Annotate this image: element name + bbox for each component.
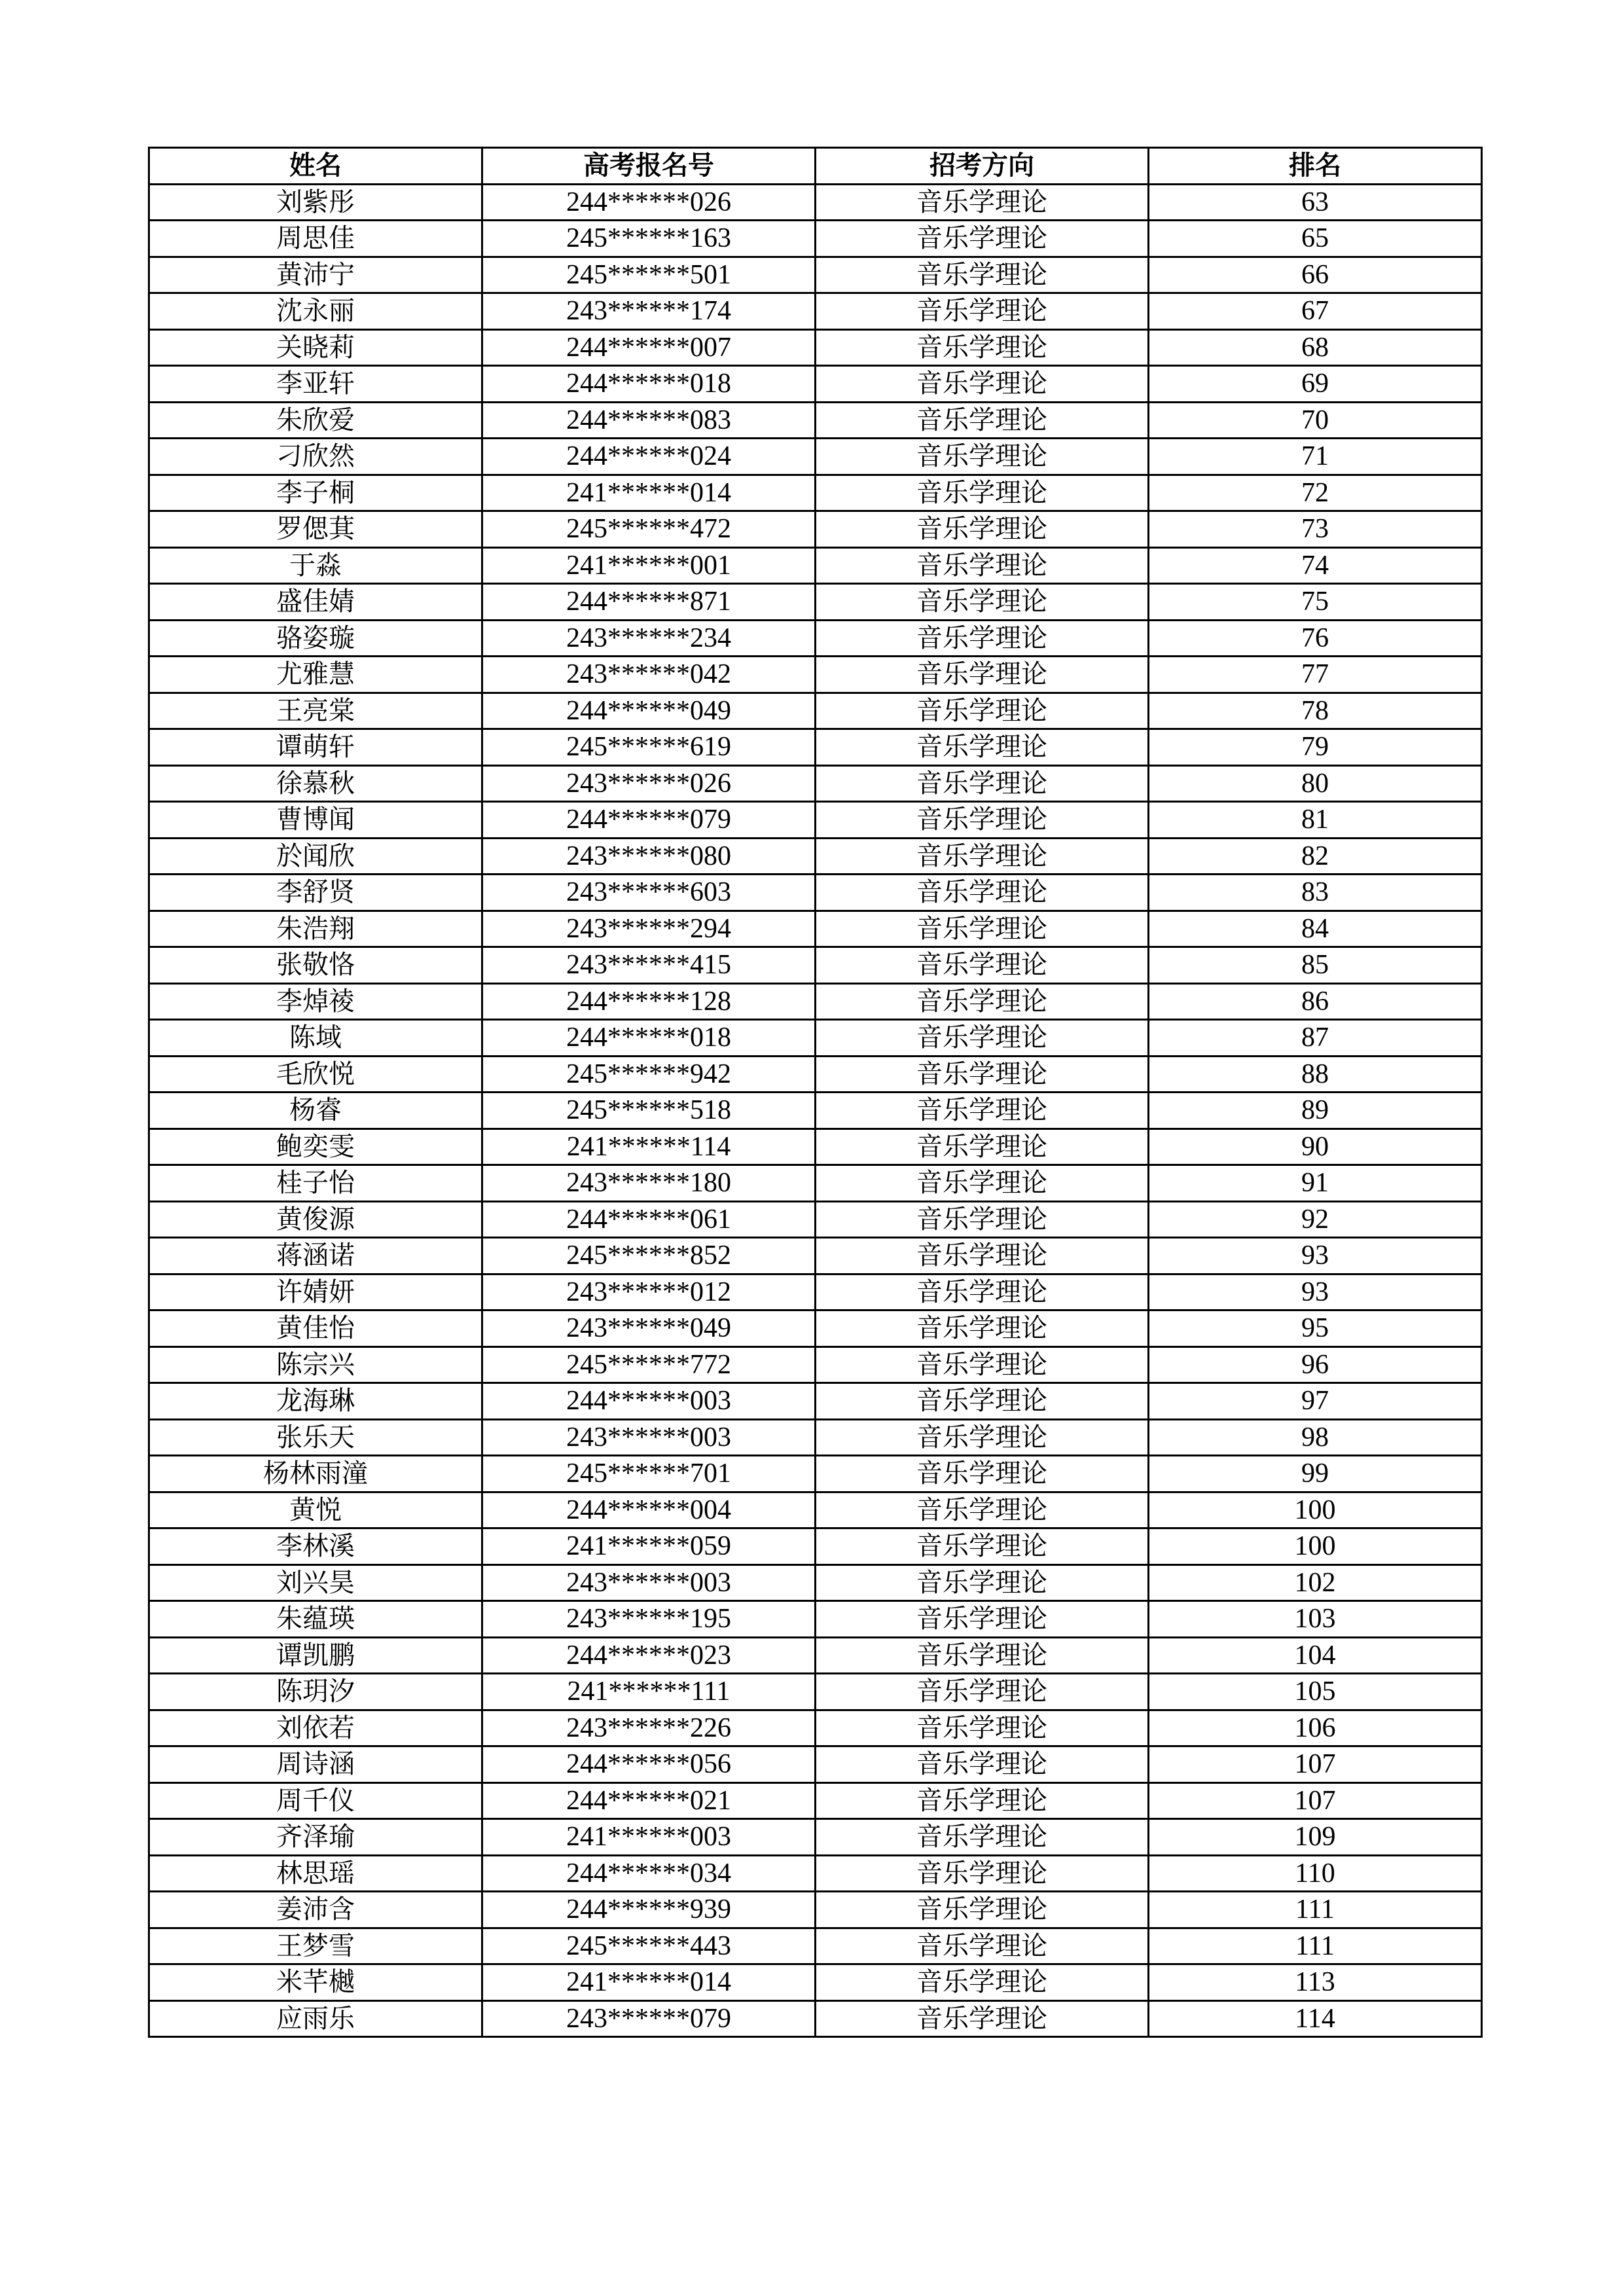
cell-name: 关晓莉: [149, 329, 482, 366]
cell-rank: 74: [1149, 547, 1482, 584]
cell-rank: 63: [1149, 184, 1482, 221]
cell-name: 黄沛宁: [149, 257, 482, 293]
cell-direction: 音乐学理论: [816, 1056, 1149, 1093]
cell-rank: 76: [1149, 620, 1482, 657]
header-direction: 招考方向: [816, 148, 1149, 185]
cell-rank: 106: [1149, 1710, 1482, 1746]
cell-name: 刁欣然: [149, 439, 482, 475]
table-row: [149, 366, 1482, 403]
cell-name: 林思瑶: [149, 1855, 482, 1892]
table-row: [149, 439, 1482, 475]
cell-direction: 音乐学理论: [816, 1528, 1149, 1565]
cell-direction: 音乐学理论: [816, 1964, 1149, 2001]
table-row: [149, 947, 1482, 984]
cell-registration-number: 245******501: [482, 257, 816, 293]
cell-direction: 音乐学理论: [816, 1093, 1149, 1129]
table-row: [149, 1020, 1482, 1057]
cell-name: 姜沛含: [149, 1892, 482, 1928]
cell-rank: 102: [1149, 1564, 1482, 1601]
cell-direction: 音乐学理论: [816, 765, 1149, 802]
cell-rank: 66: [1149, 257, 1482, 293]
cell-registration-number: 241******014: [482, 475, 816, 511]
cell-name: 李舒贤: [149, 875, 482, 911]
cell-rank: 114: [1149, 2000, 1482, 2037]
cell-direction: 音乐学理论: [816, 511, 1149, 548]
cell-name: 杨睿: [149, 1093, 482, 1129]
table-row: [149, 584, 1482, 621]
cell-registration-number: 243******080: [482, 838, 816, 875]
cell-name: 王梦雪: [149, 1928, 482, 1964]
cell-rank: 86: [1149, 983, 1482, 1020]
cell-registration-number: 243******012: [482, 1274, 816, 1310]
table-row: [149, 1056, 1482, 1093]
cell-registration-number: 243******174: [482, 293, 816, 330]
table-row: [149, 2000, 1482, 2037]
table-body: [149, 184, 1482, 2037]
cell-direction: 音乐学理论: [816, 1310, 1149, 1347]
cell-registration-number: 244******079: [482, 802, 816, 839]
cell-rank: 88: [1149, 1056, 1482, 1093]
cell-name: 尤雅慧: [149, 657, 482, 693]
table-row: [149, 1383, 1482, 1420]
cell-rank: 71: [1149, 439, 1482, 475]
cell-registration-number: 243******226: [482, 1710, 816, 1746]
cell-registration-number: 245******518: [482, 1093, 816, 1129]
table-row: [149, 221, 1482, 257]
cell-name: 朱浩翔: [149, 911, 482, 947]
table-row: [149, 1782, 1482, 1819]
cell-name: 陈域: [149, 1020, 482, 1057]
cell-registration-number: 245******701: [482, 1456, 816, 1492]
cell-name: 米芊樾: [149, 1964, 482, 2001]
header-name: 姓名: [149, 148, 482, 185]
cell-direction: 音乐学理论: [816, 257, 1149, 293]
cell-rank: 68: [1149, 329, 1482, 366]
table-row: [149, 1201, 1482, 1238]
cell-direction: 音乐学理论: [816, 1020, 1149, 1057]
header-registration-number: 高考报名号: [482, 148, 816, 185]
cell-rank: 100: [1149, 1528, 1482, 1565]
cell-name: 李焯祾: [149, 983, 482, 1020]
cell-direction: 音乐学理论: [816, 947, 1149, 984]
table-row: [149, 838, 1482, 875]
cell-registration-number: 241******014: [482, 1964, 816, 2001]
cell-direction: 音乐学理论: [816, 1855, 1149, 1892]
cell-registration-number: 241******114: [482, 1129, 816, 1165]
cell-registration-number: 241******111: [482, 1674, 816, 1710]
cell-rank: 109: [1149, 1819, 1482, 1856]
cell-direction: 音乐学理论: [816, 1165, 1149, 1202]
cell-name: 骆姿璇: [149, 620, 482, 657]
cell-registration-number: 244******083: [482, 402, 816, 439]
cell-direction: 音乐学理论: [816, 1674, 1149, 1710]
table-row: [149, 475, 1482, 511]
cell-direction: 音乐学理论: [816, 1564, 1149, 1601]
cell-registration-number: 243******234: [482, 620, 816, 657]
cell-registration-number: 244******939: [482, 1892, 816, 1928]
table-row: [149, 765, 1482, 802]
cell-direction: 音乐学理论: [816, 802, 1149, 839]
cell-rank: 105: [1149, 1674, 1482, 1710]
cell-name: 陈玥汐: [149, 1674, 482, 1710]
cell-registration-number: 245******443: [482, 1928, 816, 1964]
table-row: [149, 293, 1482, 330]
cell-registration-number: 241******059: [482, 1528, 816, 1565]
cell-rank: 87: [1149, 1020, 1482, 1057]
table-row: [149, 1892, 1482, 1928]
cell-rank: 93: [1149, 1238, 1482, 1274]
cell-registration-number: 244******024: [482, 439, 816, 475]
table-row: [149, 657, 1482, 693]
cell-direction: 音乐学理论: [816, 1492, 1149, 1528]
cell-rank: 111: [1149, 1928, 1482, 1964]
cell-registration-number: 243******415: [482, 947, 816, 984]
cell-direction: 音乐学理论: [816, 221, 1149, 257]
cell-direction: 音乐学理论: [816, 911, 1149, 947]
cell-registration-number: 244******049: [482, 693, 816, 729]
cell-registration-number: 243******079: [482, 2000, 816, 2037]
cell-direction: 音乐学理论: [816, 693, 1149, 729]
cell-registration-number: 244******018: [482, 1020, 816, 1057]
cell-registration-number: 244******026: [482, 184, 816, 221]
table-row: [149, 1492, 1482, 1528]
cell-rank: 98: [1149, 1419, 1482, 1456]
cell-rank: 69: [1149, 366, 1482, 403]
cell-name: 张乐天: [149, 1419, 482, 1456]
cell-name: 刘依若: [149, 1710, 482, 1746]
cell-direction: 音乐学理论: [816, 983, 1149, 1020]
cell-registration-number: 245******772: [482, 1346, 816, 1383]
cell-direction: 音乐学理论: [816, 838, 1149, 875]
cell-registration-number: 245******942: [482, 1056, 816, 1093]
cell-direction: 音乐学理论: [816, 1782, 1149, 1819]
cell-rank: 67: [1149, 293, 1482, 330]
cell-direction: 音乐学理论: [816, 366, 1149, 403]
cell-registration-number: 243******294: [482, 911, 816, 947]
cell-direction: 音乐学理论: [816, 584, 1149, 621]
table-row: [149, 511, 1482, 548]
cell-name: 谭萌轩: [149, 729, 482, 766]
table-row: [149, 547, 1482, 584]
table-row: [149, 1093, 1482, 1129]
cell-rank: 113: [1149, 1964, 1482, 2001]
table-row: [149, 1819, 1482, 1856]
cell-rank: 75: [1149, 584, 1482, 621]
cell-registration-number: 243******026: [482, 765, 816, 802]
cell-name: 黄俊源: [149, 1201, 482, 1238]
cell-registration-number: 244******871: [482, 584, 816, 621]
cell-direction: 音乐学理论: [816, 439, 1149, 475]
cell-name: 徐慕秋: [149, 765, 482, 802]
cell-name: 於闻欣: [149, 838, 482, 875]
table-row: [149, 802, 1482, 839]
cell-registration-number: 243******049: [482, 1310, 816, 1347]
table-row: [149, 1238, 1482, 1274]
cell-direction: 音乐学理论: [816, 1419, 1149, 1456]
cell-rank: 78: [1149, 693, 1482, 729]
table-row: [149, 1710, 1482, 1746]
cell-name: 毛欣悦: [149, 1056, 482, 1093]
cell-name: 周诗涵: [149, 1746, 482, 1783]
cell-name: 刘兴昊: [149, 1564, 482, 1601]
cell-registration-number: 245******619: [482, 729, 816, 766]
table-row: [149, 1129, 1482, 1165]
cell-rank: 79: [1149, 729, 1482, 766]
cell-name: 李亚轩: [149, 366, 482, 403]
table-row: [149, 1528, 1482, 1565]
table-row: [149, 1855, 1482, 1892]
cell-rank: 73: [1149, 511, 1482, 548]
table-row: [149, 693, 1482, 729]
table-row: [149, 1419, 1482, 1456]
table-row: [149, 1310, 1482, 1347]
cell-direction: 音乐学理论: [816, 293, 1149, 330]
cell-registration-number: 244******007: [482, 329, 816, 366]
cell-rank: 83: [1149, 875, 1482, 911]
cell-rank: 91: [1149, 1165, 1482, 1202]
cell-registration-number: 244******003: [482, 1383, 816, 1420]
cell-registration-number: 243******180: [482, 1165, 816, 1202]
cell-name: 蒋涵诺: [149, 1238, 482, 1274]
cell-direction: 音乐学理论: [816, 402, 1149, 439]
cell-name: 曹博闻: [149, 802, 482, 839]
cell-registration-number: 244******023: [482, 1637, 816, 1674]
cell-direction: 音乐学理论: [816, 1928, 1149, 1964]
table-row: [149, 1346, 1482, 1383]
cell-direction: 音乐学理论: [816, 475, 1149, 511]
cell-registration-number: 245******472: [482, 511, 816, 548]
cell-name: 于淼: [149, 547, 482, 584]
table-row: [149, 1746, 1482, 1783]
cell-rank: 89: [1149, 1093, 1482, 1129]
cell-direction: 音乐学理论: [816, 1456, 1149, 1492]
cell-direction: 音乐学理论: [816, 657, 1149, 693]
table-row: [149, 620, 1482, 657]
cell-registration-number: 244******034: [482, 1855, 816, 1892]
cell-registration-number: 243******042: [482, 657, 816, 693]
cell-direction: 音乐学理论: [816, 1710, 1149, 1746]
cell-rank: 85: [1149, 947, 1482, 984]
cell-direction: 音乐学理论: [816, 2000, 1149, 2037]
cell-registration-number: 245******852: [482, 1238, 816, 1274]
cell-direction: 音乐学理论: [816, 620, 1149, 657]
ranking-table: [148, 147, 1483, 2038]
cell-direction: 音乐学理论: [816, 1383, 1149, 1420]
table-row: [149, 1928, 1482, 1964]
cell-direction: 音乐学理论: [816, 1819, 1149, 1856]
cell-registration-number: 244******128: [482, 983, 816, 1020]
cell-name: 陈宗兴: [149, 1346, 482, 1383]
cell-direction: 音乐学理论: [816, 729, 1149, 766]
cell-name: 沈永丽: [149, 293, 482, 330]
cell-rank: 90: [1149, 1129, 1482, 1165]
cell-direction: 音乐学理论: [816, 1201, 1149, 1238]
cell-name: 刘紫彤: [149, 184, 482, 221]
cell-name: 谭凯鹏: [149, 1637, 482, 1674]
cell-direction: 音乐学理论: [816, 547, 1149, 584]
cell-direction: 音乐学理论: [816, 1238, 1149, 1274]
cell-direction: 音乐学理论: [816, 875, 1149, 911]
table-row: [149, 983, 1482, 1020]
cell-rank: 93: [1149, 1274, 1482, 1310]
cell-registration-number: 243******003: [482, 1564, 816, 1601]
header-row: [149, 148, 1482, 185]
cell-name: 齐泽瑜: [149, 1819, 482, 1856]
cell-registration-number: 245******163: [482, 221, 816, 257]
cell-rank: 103: [1149, 1601, 1482, 1638]
cell-name: 李林溪: [149, 1528, 482, 1565]
cell-rank: 104: [1149, 1637, 1482, 1674]
cell-name: 鲍奕雯: [149, 1129, 482, 1165]
table-row: [149, 911, 1482, 947]
cell-rank: 97: [1149, 1383, 1482, 1420]
cell-name: 应雨乐: [149, 2000, 482, 2037]
table-row: [149, 257, 1482, 293]
header-rank: 排名: [1149, 148, 1482, 185]
cell-rank: 80: [1149, 765, 1482, 802]
cell-rank: 107: [1149, 1746, 1482, 1783]
cell-rank: 77: [1149, 657, 1482, 693]
cell-registration-number: 243******603: [482, 875, 816, 911]
table-row: [149, 329, 1482, 366]
cell-name: 朱欣爱: [149, 402, 482, 439]
cell-rank: 111: [1149, 1892, 1482, 1928]
cell-direction: 音乐学理论: [816, 1746, 1149, 1783]
cell-name: 许婧妍: [149, 1274, 482, 1310]
cell-name: 周思佳: [149, 221, 482, 257]
cell-name: 杨林雨潼: [149, 1456, 482, 1492]
cell-direction: 音乐学理论: [816, 1274, 1149, 1310]
table-row: [149, 875, 1482, 911]
cell-rank: 65: [1149, 221, 1482, 257]
cell-direction: 音乐学理论: [816, 184, 1149, 221]
table-row: [149, 1274, 1482, 1310]
cell-registration-number: 243******195: [482, 1601, 816, 1638]
cell-name: 朱蕴瑛: [149, 1601, 482, 1638]
cell-name: 王亮棠: [149, 693, 482, 729]
cell-registration-number: 244******021: [482, 1782, 816, 1819]
cell-registration-number: 244******061: [482, 1201, 816, 1238]
cell-name: 黄佳怡: [149, 1310, 482, 1347]
cell-registration-number: 244******056: [482, 1746, 816, 1783]
table-row: [149, 1964, 1482, 2001]
table-row: [149, 729, 1482, 766]
table-row: [149, 184, 1482, 221]
cell-rank: 110: [1149, 1855, 1482, 1892]
cell-rank: 72: [1149, 475, 1482, 511]
cell-rank: 81: [1149, 802, 1482, 839]
cell-direction: 音乐学理论: [816, 1892, 1149, 1928]
cell-registration-number: 244******018: [482, 366, 816, 403]
cell-direction: 音乐学理论: [816, 329, 1149, 366]
cell-rank: 96: [1149, 1346, 1482, 1383]
cell-name: 周千仪: [149, 1782, 482, 1819]
cell-rank: 84: [1149, 911, 1482, 947]
table-row: [149, 1637, 1482, 1674]
cell-name: 龙海琳: [149, 1383, 482, 1420]
cell-direction: 音乐学理论: [816, 1346, 1149, 1383]
cell-registration-number: 244******004: [482, 1492, 816, 1528]
cell-rank: 100: [1149, 1492, 1482, 1528]
cell-rank: 99: [1149, 1456, 1482, 1492]
table-row: [149, 402, 1482, 439]
table-row: [149, 1674, 1482, 1710]
cell-name: 张敬恪: [149, 947, 482, 984]
cell-rank: 107: [1149, 1782, 1482, 1819]
cell-rank: 95: [1149, 1310, 1482, 1347]
cell-rank: 70: [1149, 402, 1482, 439]
cell-name: 罗偲萁: [149, 511, 482, 548]
cell-registration-number: 241******001: [482, 547, 816, 584]
cell-name: 盛佳婧: [149, 584, 482, 621]
cell-registration-number: 241******003: [482, 1819, 816, 1856]
table-row: [149, 1601, 1482, 1638]
cell-registration-number: 243******003: [482, 1419, 816, 1456]
cell-direction: 音乐学理论: [816, 1601, 1149, 1638]
cell-rank: 92: [1149, 1201, 1482, 1238]
cell-name: 黄悦: [149, 1492, 482, 1528]
cell-name: 李子桐: [149, 475, 482, 511]
cell-rank: 82: [1149, 838, 1482, 875]
table-row: [149, 1564, 1482, 1601]
cell-direction: 音乐学理论: [816, 1129, 1149, 1165]
cell-direction: 音乐学理论: [816, 1637, 1149, 1674]
table-row: [149, 1165, 1482, 1202]
cell-name: 桂子怡: [149, 1165, 482, 1202]
table-row: [149, 1456, 1482, 1492]
